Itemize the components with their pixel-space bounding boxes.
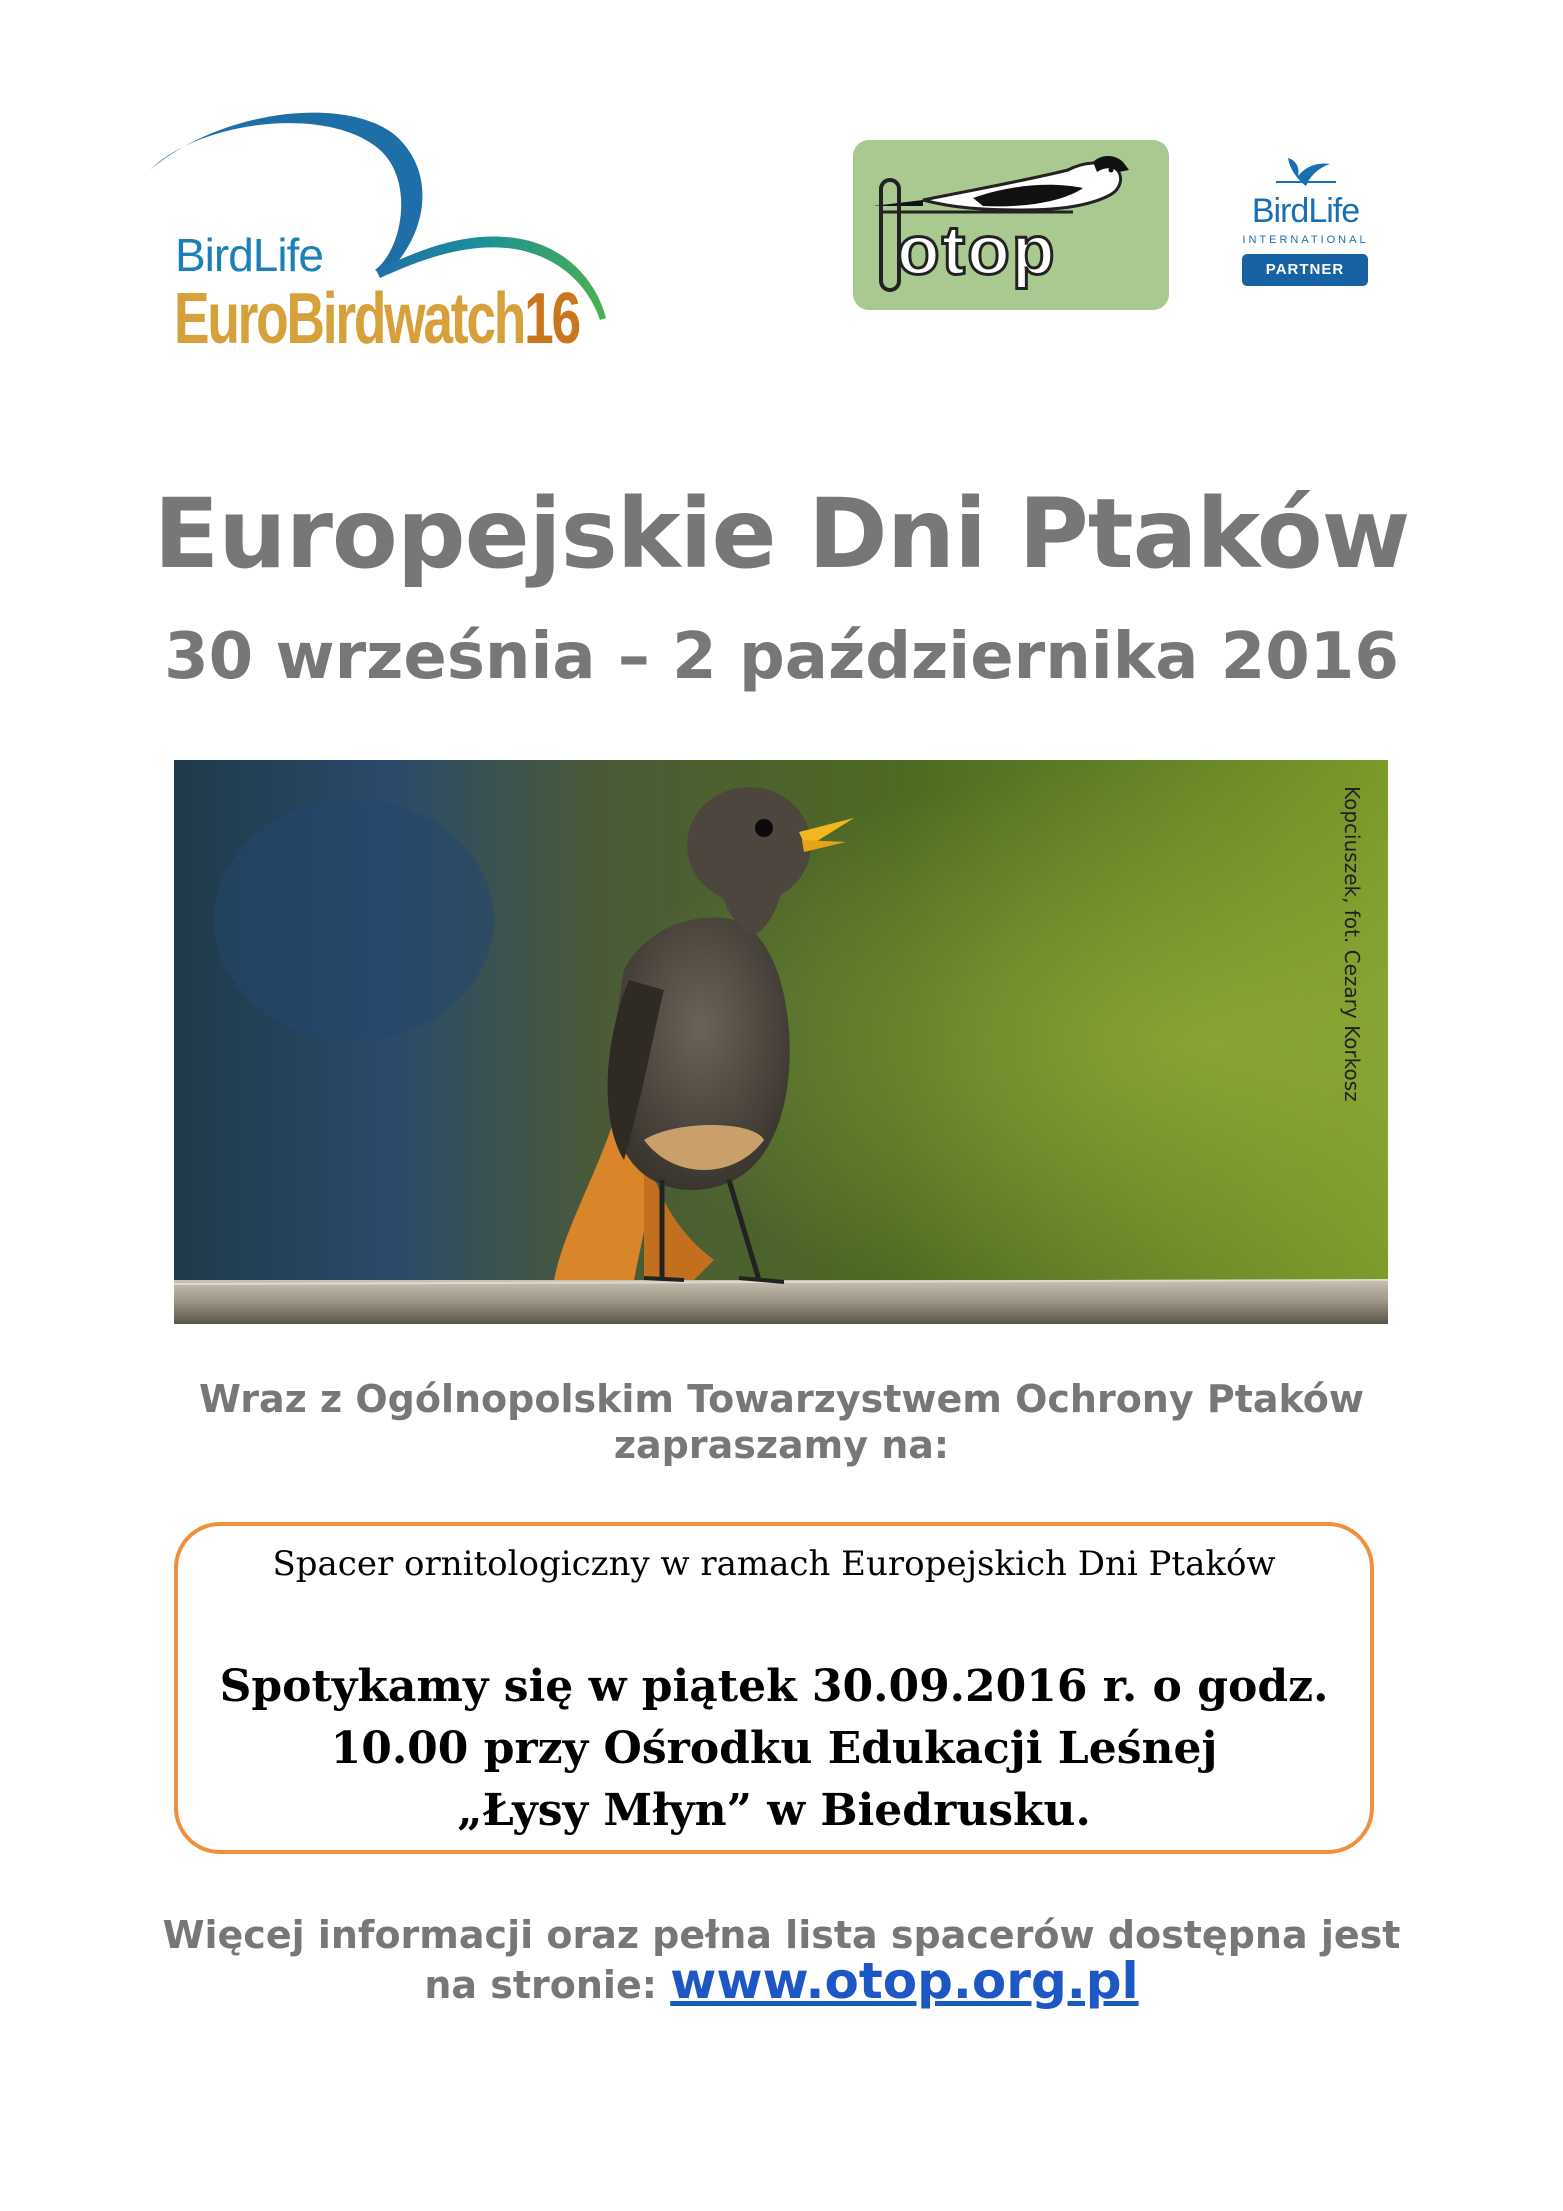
footer-line-2 (0, 1952, 1563, 2010)
bird-photo (174, 760, 1388, 1324)
invite-line-2: zapraszamy na: (613, 1423, 950, 1467)
birdlife-bird-icon (1238, 150, 1373, 192)
event-details (178, 1656, 1370, 1842)
footer-prefix: na stronie: (424, 1963, 671, 2007)
footer-info (0, 1912, 1563, 2008)
otop-wordmark: otop (897, 211, 1057, 289)
redstart-image (174, 760, 1388, 1324)
eurobirdwatch-logo (140, 110, 650, 400)
eurobirdwatch-year: 16 (524, 279, 579, 359)
event-info-box (174, 1522, 1374, 1854)
event-line-1: Spotykamy się w piątek 30.09.2016 r. o godz. (219, 1661, 1329, 1712)
birdlife-international: INTERNATIONAL (1242, 234, 1369, 246)
event-subtitle: Spacer ornitologiczny w ramach Europejskich Dni Ptaków (272, 1544, 1276, 1584)
otop-website-link[interactable]: www.otop.org.pl (670, 1952, 1139, 2010)
page-title: Europejskie Dni Ptaków (153, 478, 1410, 590)
partner-badge: PARTNER (1242, 254, 1368, 286)
birdlife-label: BirdLife (175, 229, 323, 281)
invite-text (0, 1376, 1563, 1468)
photo-credit: Kopciuszek, fot. Cezary Korkosz (1340, 786, 1364, 1102)
footer-line-1: Więcej informacji oraz pełna lista spacerów dostępna jest (162, 1913, 1401, 1957)
birdlife-partner-logo (1238, 150, 1373, 295)
event-dates: 30 września – 2 października 2016 (164, 620, 1399, 694)
event-line-3: „Łysy Młyn” w Biedrusku. (457, 1785, 1091, 1836)
event-line-2: 10.00 przy Ośrodku Edukacji Leśnej (330, 1723, 1218, 1774)
eurobirdwatch-title (174, 278, 579, 360)
otop-logo (853, 140, 1169, 310)
birdlife-name: BirdLife (1251, 192, 1360, 230)
eurobirdwatch-title-text: EuroBirdwatch (174, 279, 525, 359)
invite-line-1: Wraz z Ogólnopolskim Towarzystwem Ochrony Ptaków (199, 1377, 1364, 1421)
